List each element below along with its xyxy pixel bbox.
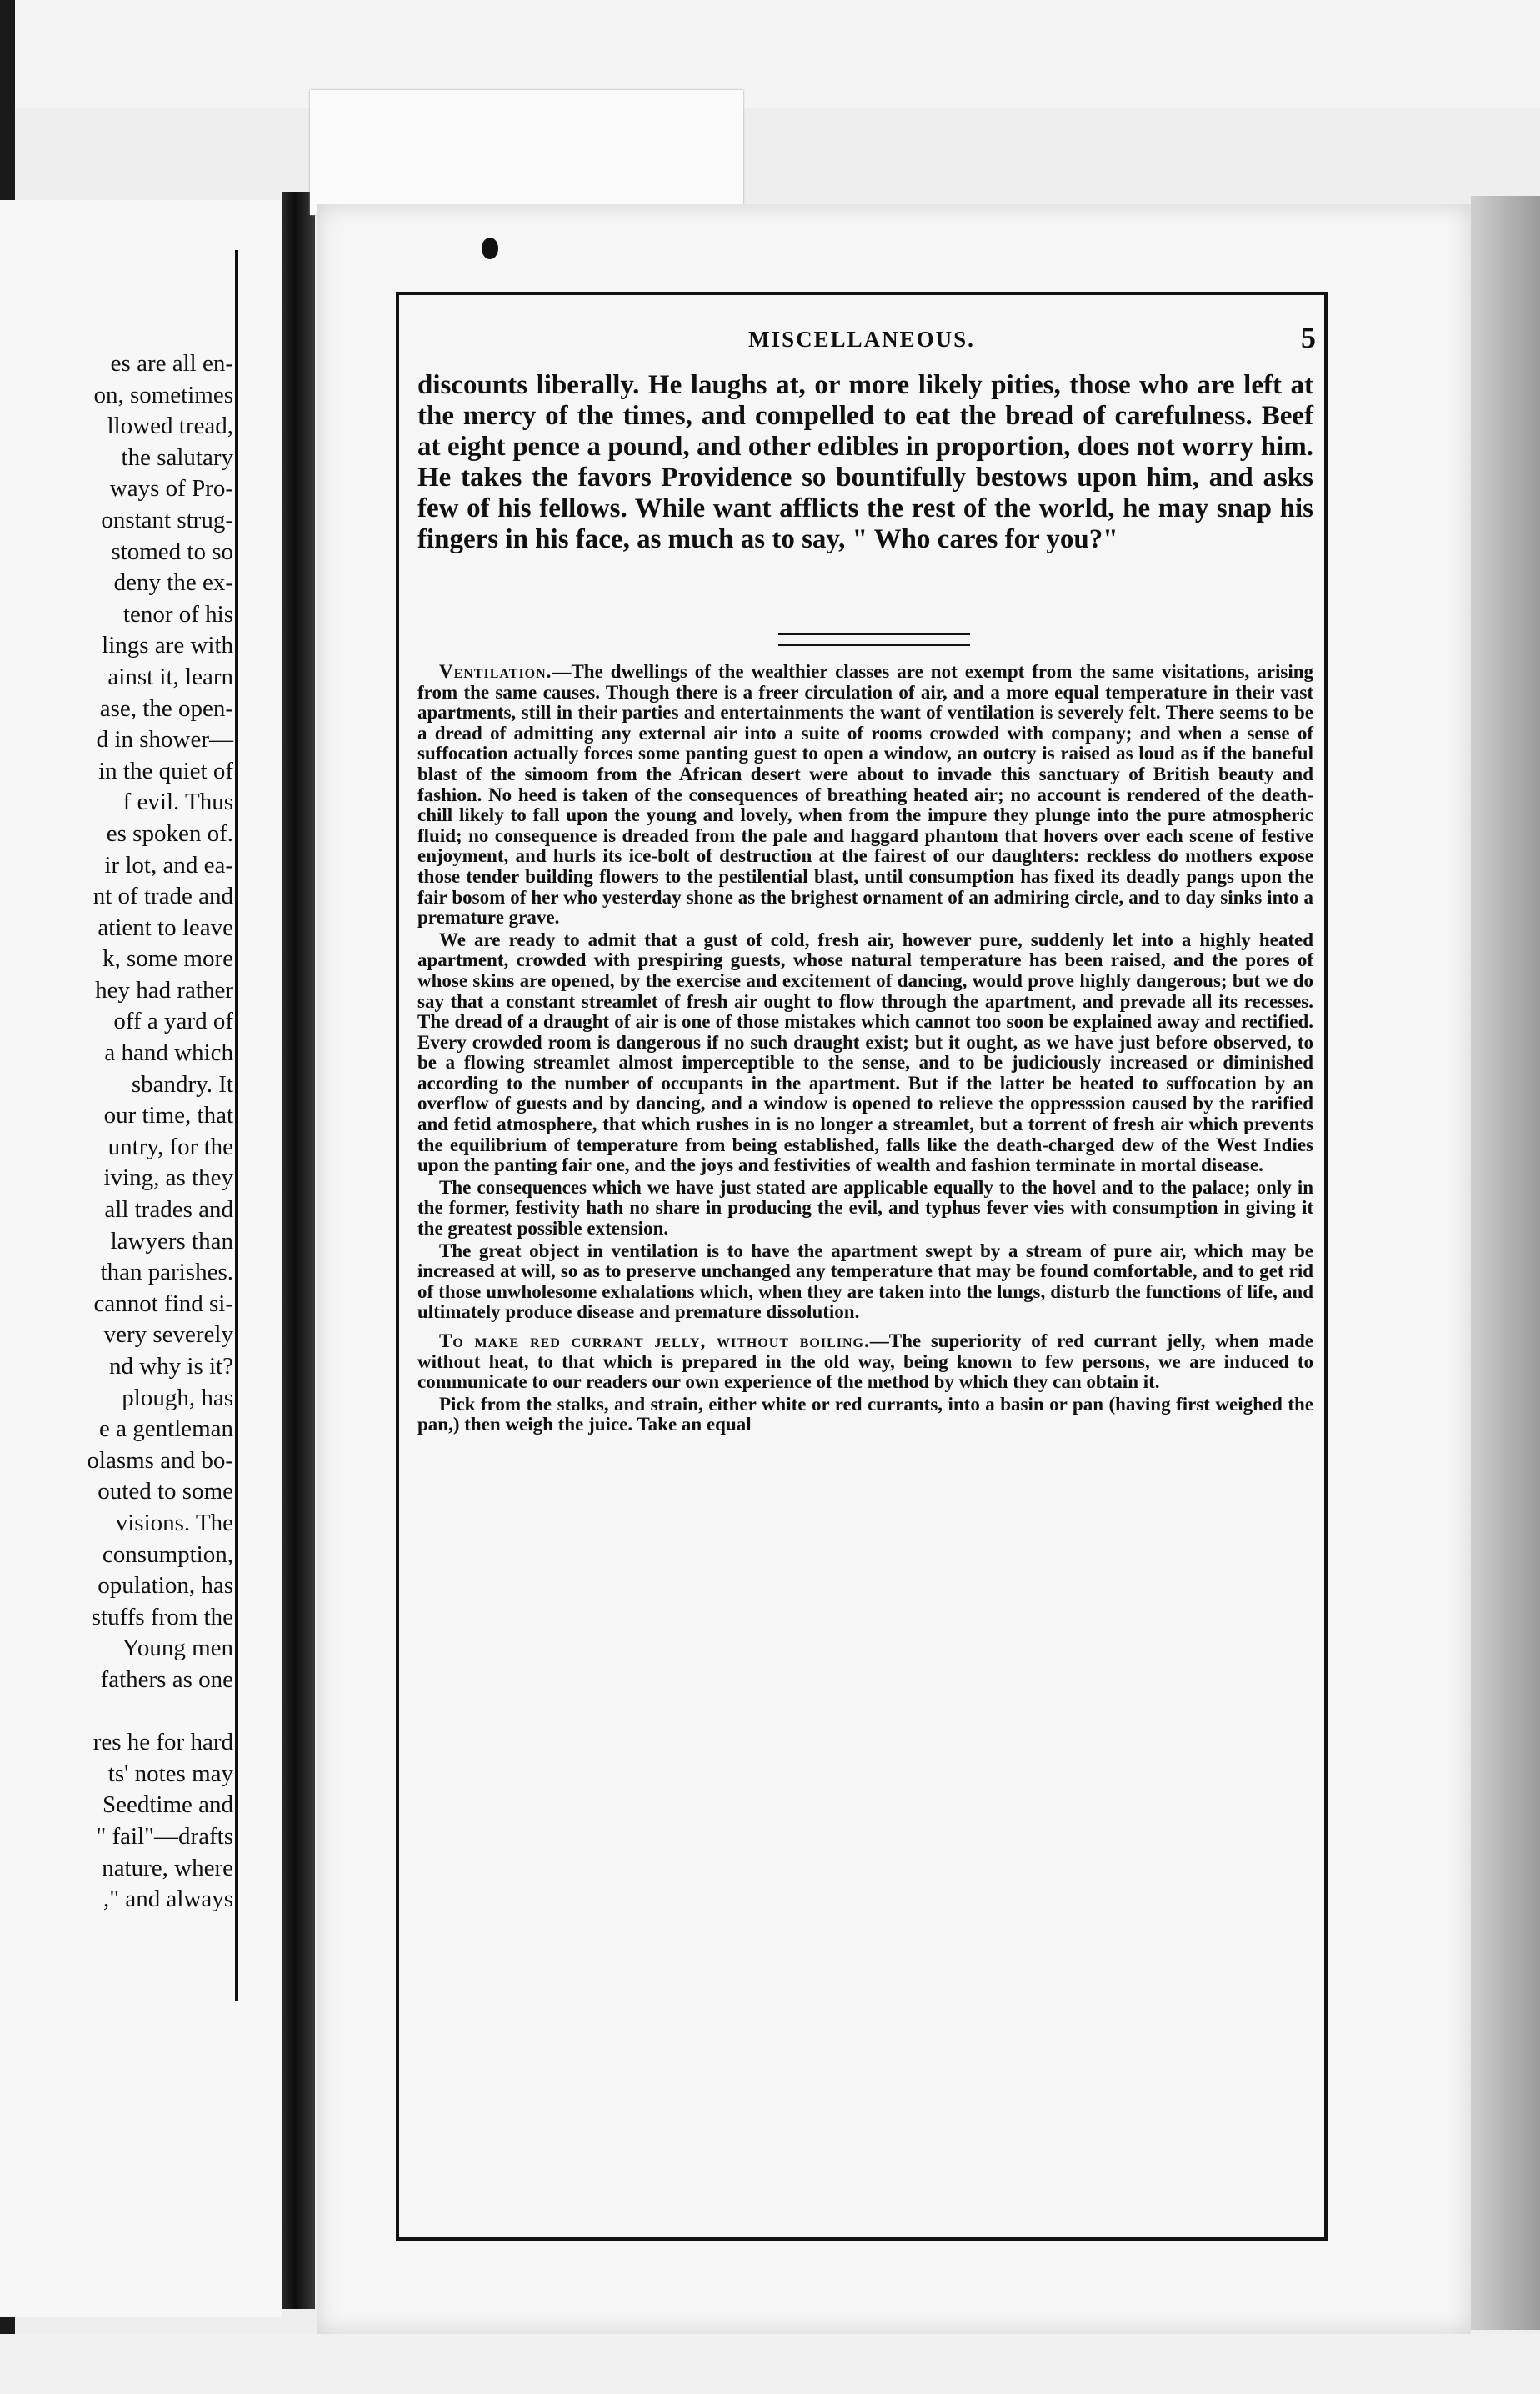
left-page-text xyxy=(0,348,233,1916)
left-page-line: sbandry. It xyxy=(131,1070,233,1098)
binding-hole xyxy=(482,238,498,259)
left-page-line: atient to leave xyxy=(98,914,233,941)
left-page-line: visions. The xyxy=(115,1509,233,1536)
article-body xyxy=(418,662,1313,1437)
left-page-line: stomed to so xyxy=(111,538,233,565)
left-page-line: consumption, xyxy=(102,1540,233,1568)
left-page-line: res he for hard xyxy=(92,1729,233,1756)
left-page-line: es spoken of. xyxy=(106,819,233,847)
currant-text-1: —The superiority of red currant jelly, when made without heat, to that which is prepared in the old way, being known to few persons, we are induced to communicate to our readers our own experience of the method by which they can obtain it. xyxy=(418,1330,1313,1393)
ventilation-paragraph-3: The consequences which we have just stated are applicable equally to the hovel and to the palace; only in the former, festivity hath no share in producing the evil, and typhus fever vies with consumption in giving it the greatest possible extension. xyxy=(418,1176,1313,1240)
left-page-line: iving, as they xyxy=(103,1164,233,1192)
ventilation-text-1: —The dwellings of the wealthier classes are not exempt from the same visitations, arising from the same causes. Though there is a freer circulation of air, and a more equal temperature in their vast apartments, still in their parties and entertainments the want of ventilation is severely felt. There seems to be a dread of admitting any external air into a suite of rooms crowded with company; and when a sense of suffocation actually forces some panting guest to open a window, an outcry is raised as loud as if the baneful blast of the simoom from the African desert were about to invade this sanctuary of British beauty and fashion. No heed is taken of the consequences of breathing heated air; no account is rendered of the death-chill likely to fall upon the young and lovely, when from the impure they plunge into the pure atmospheric fluid; no consequence is dreaded from the pale and haggard phantom that hovers over each scene of festive enjoyment, and hurls its ice-bolt of destruction at the fairest of our daughters: reckless do mothers expose those tender building flowers to the pestilential blast, until consumption has fixed its deadly pangs upon the fair bosom of her who yesterday shone as the brighest ornament of an admiring circle, and to day sinks into a premature grave. xyxy=(418,661,1313,929)
left-page-line: hey had rather xyxy=(95,976,233,1004)
left-page-line: Young men xyxy=(122,1635,233,1662)
page-number: 5 xyxy=(1301,321,1316,354)
left-page-line: es are all en- xyxy=(110,350,233,377)
left-page-line: olasms and bo- xyxy=(87,1446,233,1474)
left-page-line: " fail"—drafts xyxy=(96,1822,233,1850)
left-page-line: llowed tread, xyxy=(107,413,233,440)
left-page-line: lings are with xyxy=(102,632,233,659)
left-page-line: nd why is it? xyxy=(108,1353,233,1380)
scan-background-bottom xyxy=(0,2334,1540,2394)
left-page-line: than parishes. xyxy=(100,1259,233,1286)
left-page-line: k, some more xyxy=(102,945,233,973)
left-page-line: outed to some xyxy=(98,1478,233,1505)
left-page-line: nt of trade and xyxy=(92,883,233,910)
left-page-line: plough, has xyxy=(122,1384,233,1411)
left-page-line: d in shower— xyxy=(96,726,233,754)
left-page-line: Seedtime and xyxy=(102,1791,233,1819)
currant-heading: To make red currant jelly, without boiling. xyxy=(439,1330,870,1351)
left-page-line: opulation, has xyxy=(98,1572,233,1600)
left-page-fragment xyxy=(0,200,282,2317)
left-page-line: off a yard of xyxy=(113,1008,233,1035)
left-page-line: on, sometimes xyxy=(93,381,233,408)
currant-paragraph-1 xyxy=(418,1331,1313,1393)
ventilation-paragraph-2: We are ready to admit that a gust of cold, fresh air, however pure, suddenly let into a highly heated apartment, crowded with prespiring guests, whose natural temperature has been raised, and the pores of whose skins are opened, by the exercise and excitement of dancing, would prove highly dangerous; but we do say that a constant streamlet of fresh air ought to flow through the apartment, and prevade all its recesses. The dread of a draught of air is one of those mistakes which cannot too soon be explained away and rectified. Every crowded room is dangerous if no such draught exist; but it ought, as we have just before observed, to be a flowing streamlet almost imperceptible to the sense, and to be judiciously increased or diminished according to the number of occupants in the apartment. But if the latter be heated to suffocation by an overflow of guests and by dancing, and a window is opened to relieve the oppresssion caused by the rarified and fetid atmosphere, that which rushes in is no longer a streamlet, but a torrent of fresh air which prevents the equilibrium of temperature from being established, falls like the death-charged dew of the West Indies upon the panting fair one, and the joys and festivities of wealth and fashion terminate in mortal disease. xyxy=(418,929,1313,1176)
left-page-line: very severely xyxy=(103,1321,233,1349)
ventilation-paragraph-4: The great object in ventilation is to have the apartment swept by a stream of pure air, which may be increased at will, so as to preserve unchanged any temperature that may be found comfortable, and to get rid of those unwholesome exhalations which, when they are taken into the lungs, disturb the functions of life, and ultimately produce disease and premature dissolution. xyxy=(418,1240,1313,1323)
left-page-line: cannot find si- xyxy=(93,1290,233,1317)
left-page-line: the salutary xyxy=(121,443,233,471)
left-page-line: nature, where xyxy=(102,1854,233,1881)
left-page-line: tenor of his xyxy=(122,600,233,628)
intro-paragraph xyxy=(418,370,1313,555)
page-frame xyxy=(396,292,1328,2241)
left-page-line: ts' notes may xyxy=(108,1760,233,1787)
page-edge-right xyxy=(1471,196,1540,2330)
left-page-line: onstant strug- xyxy=(101,506,233,533)
left-page-line: ir lot, and ea- xyxy=(104,851,233,879)
left-page-line: in the quiet of xyxy=(98,757,233,784)
left-page-line: untry, for the xyxy=(108,1133,233,1160)
left-page-line: deny the ex- xyxy=(113,569,233,597)
left-page-line: all trades and xyxy=(104,1196,233,1224)
ventilation-heading: Ventilation. xyxy=(439,661,552,682)
paper-slip xyxy=(310,90,743,215)
left-page-line: fathers as one xyxy=(100,1665,233,1693)
left-page-line xyxy=(0,1696,233,1728)
left-page-line: our time, that xyxy=(103,1102,233,1129)
scan-background-top xyxy=(0,0,1540,108)
intro-text: discounts liberally. He laughs at, or more likely pities, those who are left at the mercy of the times, and compelled to eat the bread of carefulness. Beef at eight pence a pound, and other edibles in proportion, does not worry him. He takes the favors Providence so bountifully bestows upon him, and asks few of his fellows. While want afflicts the rest of the world, he may snap his fingers in his face, as much as to say, " Who cares for you?" xyxy=(418,370,1313,554)
currant-paragraph-2: Pick from the stalks, and strain, either white or red currants, into a basin or pan (having first weighed the pan,) then weigh the juice. Take an equal xyxy=(418,1393,1313,1435)
left-page-line: f evil. Thus xyxy=(122,789,233,816)
left-page-line: a hand which xyxy=(104,1039,233,1067)
left-page-line: ," and always xyxy=(103,1886,233,1913)
left-page-line: lawyers than xyxy=(110,1227,233,1255)
running-header: MISCELLANEOUS. xyxy=(748,327,975,352)
ventilation-paragraph-1 xyxy=(418,662,1313,929)
section-divider xyxy=(778,633,970,646)
left-page-line: ainst it, learn xyxy=(108,663,233,690)
main-page xyxy=(317,204,1471,2334)
left-page-rule xyxy=(235,250,238,2001)
left-page-line: e a gentleman xyxy=(98,1415,233,1443)
book-gutter xyxy=(282,192,315,2309)
left-page-line: ways of Pro- xyxy=(109,475,233,503)
left-page-line: ase, the open- xyxy=(99,694,233,722)
left-page-line: stuffs from the xyxy=(91,1603,233,1630)
